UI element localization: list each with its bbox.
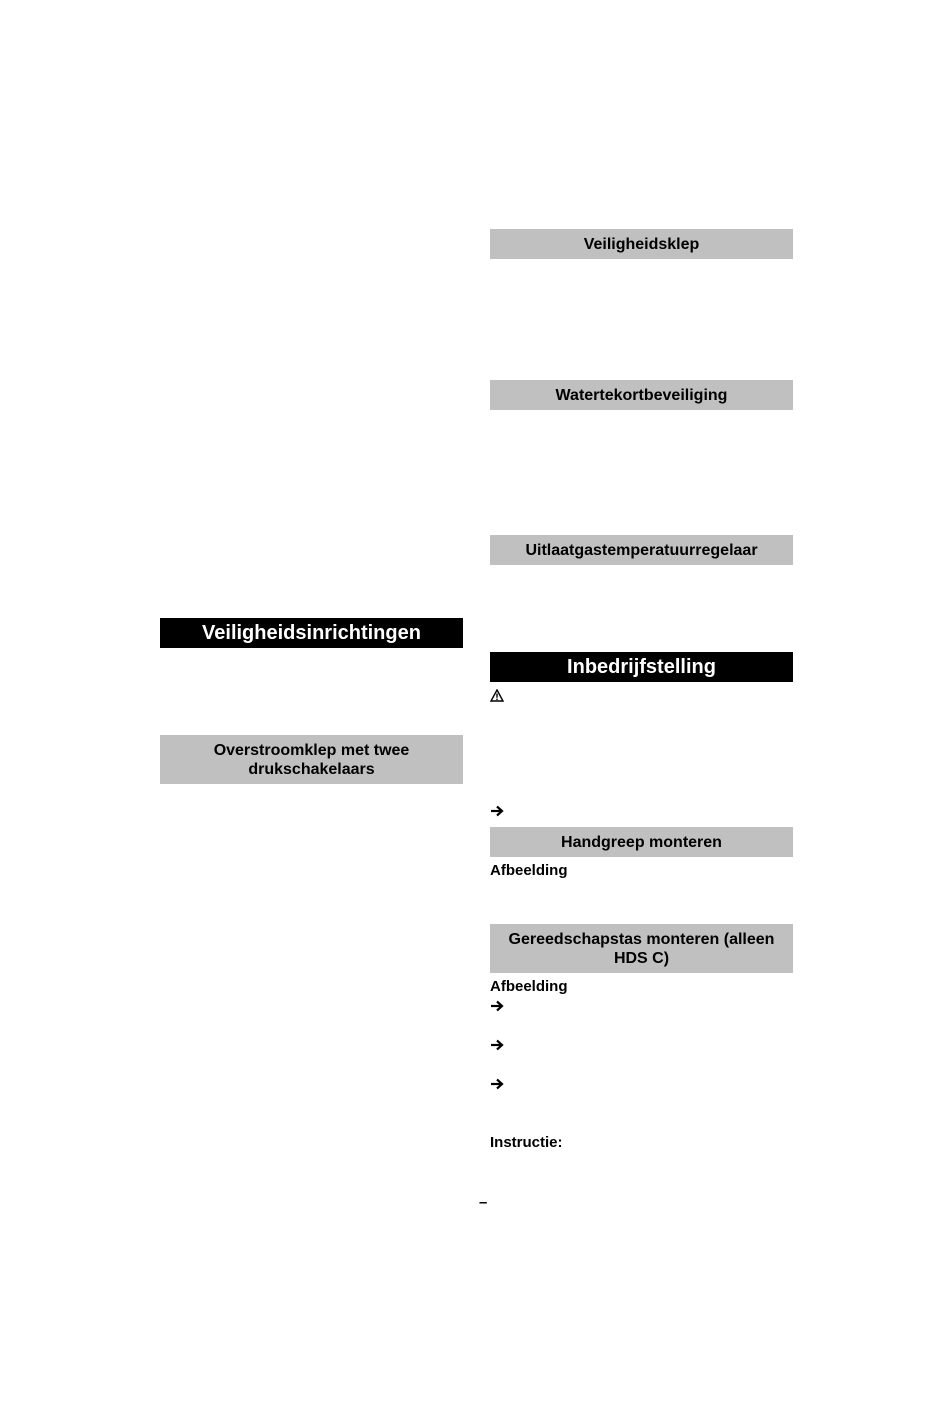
subsection-heading-exhaust-temperature: Uitlaatgastemperatuurregelaar xyxy=(490,535,793,565)
section-heading-safety-devices: Veiligheidsinrichtingen xyxy=(160,618,463,648)
warning-triangle-icon xyxy=(490,689,504,702)
section-heading-commissioning: Inbedrijfstelling xyxy=(490,652,793,682)
page-marker: – xyxy=(479,1194,488,1211)
arrow-right-icon xyxy=(490,1078,504,1090)
arrow-right-icon xyxy=(490,1000,504,1012)
arrow-right-icon xyxy=(490,805,504,817)
figure-label-handle: Afbeelding xyxy=(490,862,568,879)
subsection-heading-water-shortage: Watertekortbeveiliging xyxy=(490,380,793,410)
arrow-right-icon xyxy=(490,1039,504,1051)
subsection-heading-safety-valve: Veiligheidsklep xyxy=(490,229,793,259)
subsection-heading-mount-toolbag: Gereedschapstas monteren (alleen HDS C) xyxy=(490,924,793,973)
instruction-label: Instructie: xyxy=(490,1134,563,1151)
subsection-heading-overflow-valve: Overstroomklep met twee drukschakelaars xyxy=(160,735,463,784)
figure-label-toolbag: Afbeelding xyxy=(490,978,568,995)
subsection-heading-mount-handle: Handgreep monteren xyxy=(490,827,793,857)
